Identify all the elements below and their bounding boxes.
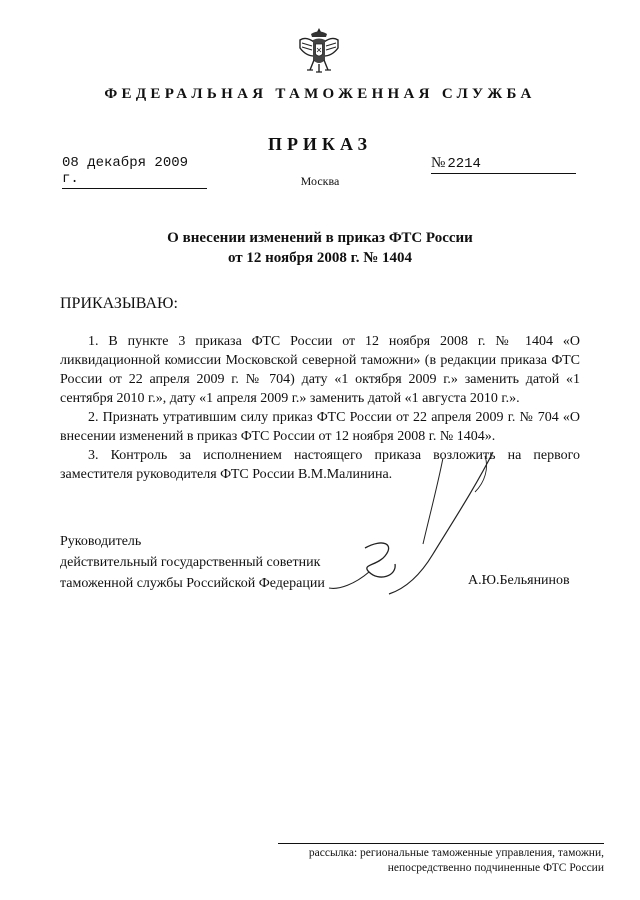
agency-name: ФЕДЕРАЛЬНАЯ ТАМОЖЕННАЯ СЛУЖБА (104, 86, 536, 102)
document-type: ПРИКАЗ (267, 134, 373, 154)
signer-title-line-1: Руководитель (60, 534, 142, 549)
distribution-line-1: рассылка: региональные таможенные управления, таможни, (308, 847, 604, 859)
handwritten-signature (325, 448, 515, 598)
distribution-divider (278, 843, 604, 844)
number-sign: № (431, 155, 446, 171)
coat-of-arms-icon (296, 26, 342, 76)
order-number: 2214 (447, 156, 481, 172)
signer-title-line-3: таможенной службы Российской Федерации (60, 576, 325, 591)
issue-city: Москва (300, 174, 340, 188)
distribution-line-2: непосредственно подчиненные ФТС России (387, 862, 604, 874)
paragraph-2: 2. Признать утратившим силу приказ ФТС России от 22 апреля 2009 г. № 704 «О внесении изменений в приказ ФТС России от 12 ноября 2008 г. № 1404». (60, 410, 580, 444)
paragraph-3: 3. Контроль за исполнением настоящего приказа возложить на первого заместителя руководителя ФТС России В.М.Малинина. (60, 448, 580, 482)
order-date: 08 декабря 2009 г. (62, 155, 207, 189)
signer-title-line-2: действительный государственный советник (60, 555, 321, 570)
paragraph-1: 1. В пункте 3 приказа ФТС России от 12 ноября 2008 г. № 1404 «О ликвидационной комиссии Московской северной таможни» (в редакции приказа ФТС России от 22 апреля 2009 г. № 704) дату «1 октября 2009 г.» заменить датой «1 сентября 2010 г.», дату «1 апреля 2009 г.» заменить датой «1 августа 2010 г.». (60, 334, 580, 406)
order-subject (60, 228, 580, 268)
order-number-field (431, 155, 576, 174)
subject-line-1: О внесении изменений в приказ ФТС России (167, 230, 473, 246)
signer-title (60, 531, 325, 594)
distribution-list (278, 846, 604, 876)
signer-name: А.Ю.Бельянинов (468, 573, 570, 588)
order-directive: ПРИКАЗЫВАЮ: (60, 295, 178, 312)
subject-line-2: от 12 ноября 2008 г. № 1404 (227, 250, 413, 266)
